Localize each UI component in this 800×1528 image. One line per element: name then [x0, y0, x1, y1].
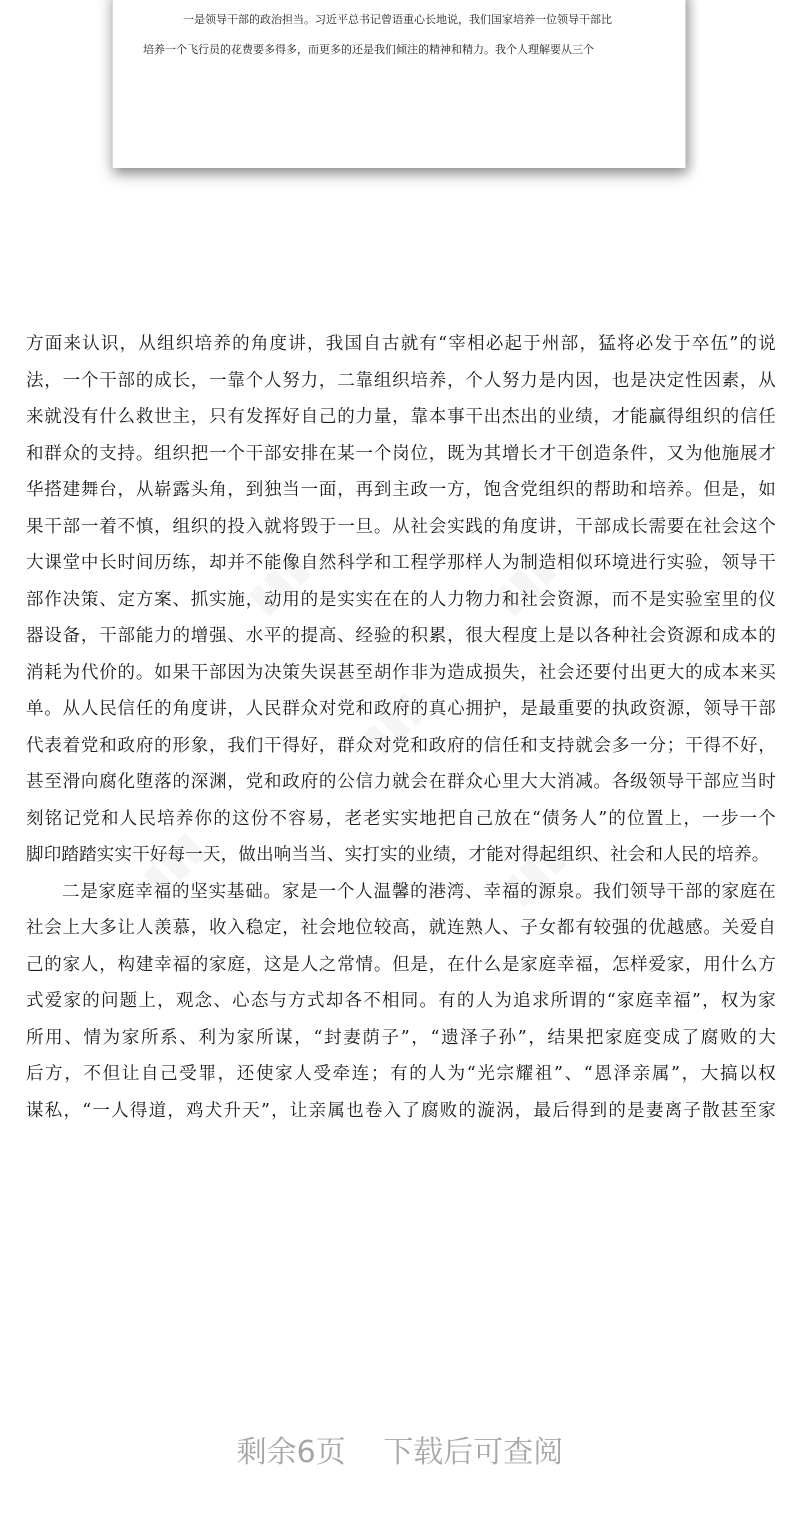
body-text-line: 果干部一着不慎，组织的投入就将毁于一旦。从社会实践的角度讲，干部成长需要在社会这个 [26, 516, 776, 537]
body-text-line: 社会上大多让人羡慕，收入稳定，社会地位较高，就连熟人、子女都有较强的优越感。关爱自 [26, 918, 776, 938]
body-text-line: 己的家人，构建幸福的家庭，这是人之常情。但是，在什么是家庭幸福，怎样爱家，用什么方 [26, 954, 776, 975]
body-text-line: 法，一个干部的成长，一靠个人努力，二靠组织培养，个人努力是内因，也是决定性因素，从 [26, 370, 776, 391]
watermark-mark: ▮▮▮ [483, 543, 563, 623]
body-text-line: 大课堂中长时间历练，却并不能像自然科学和工程学那样人为制造相似环境进行实验，领导干 [26, 553, 776, 573]
watermark-mark: ▮▮▮ [493, 833, 573, 913]
body-text-line: 部作决策、定方案、抓实施，动用的是实实在在的人力物力和社会资源，而不是实验室里的仪 [26, 589, 776, 610]
body-text-line: 来就没有什么救世主，只有发挥好自己的力量，靠本事干出杰出的业绩，才能赢得组织的信任 [26, 407, 776, 427]
body-text-line: 单。从人民信任的角度讲，人民群众对党和政府的真心拥护，是最重要的执政资源，领导干部 [26, 699, 776, 719]
watermark-mark: ▮▮▮ [238, 543, 318, 623]
download-to-view-label[interactable]: 下载后可查阅 [383, 1435, 564, 1470]
watermark-mark: ▮▮▮ [133, 823, 213, 903]
body-text-line: 式爱家的问题上，观念、心态与方式却各不相同。有的人为追求所谓的“家庭幸福”，权为家 [26, 991, 776, 1011]
body-text-line: 谋私，“一人得道，鸡犬升天”，让亲属也卷入了腐败的漩涡，最后得到的是妻离子散甚至家 [26, 1100, 776, 1121]
body-text-line: 甚至滑向腐化堕落的深渊，党和政府的公信力就会在群众心里大大消减。各级领导干部应当时 [26, 772, 776, 792]
body-text-line: 华搭建舞台，从崭露头角，到独当一面，再到主政一方，饱含党组织的帮助和培养。但是，如 [26, 480, 776, 500]
body-text-line: 刻铭记党和人民培养你的这份不容易，老老实实地把自己放在“债务人”的位置上，一步一个 [26, 808, 776, 829]
body-text-line: 器设备，干部能力的增强、水平的提高、经验的积累，很大程度上是以各种社会资源和成本的 [26, 626, 776, 646]
preview-text-line: 一是领导干部的政治担当。习近平总书记曾语重心长地说，我们国家培养一位领导干部比 [183, 13, 612, 26]
body-text-line: 代表着党和政府的形象，我们干得好，群众对党和政府的信任和支持就会多一分；干得不好， [26, 735, 776, 756]
watermark-mark: ▮▮▮ [353, 683, 433, 763]
remaining-pages-banner[interactable] [0, 1428, 800, 1478]
remaining-pages-label: 剩余6页 [236, 1435, 346, 1470]
body-text-line: 方面来认识，从组织培养的角度讲，我国自古就有“宰相必起于州部，猛将必发于卒伍”的说 [26, 334, 776, 354]
page-preview-card [112, 0, 686, 168]
body-text-line: 后方，不但让自己受罪，还使家人受牵连；有的人为“光宗耀祖”、“恩泽亲属”，大搞以权 [26, 1064, 776, 1084]
preview-text-line: 培养一个飞行员的花费要多得多，而更多的还是我们倾注的精神和精力。我个人理解要从三个 [143, 43, 594, 56]
body-text-line: 所用、情为家所系、利为家所谋，“封妻荫子”，“遗泽子孙”，结果把家庭变成了腐败的大 [26, 1027, 776, 1048]
body-text-line: 和群众的支持。组织把一个干部安排在某一个岗位，既为其增长才干创造条件，又为他施展才 [26, 443, 776, 464]
document-body [26, 326, 776, 1129]
body-text-line: 二是家庭幸福的坚实基础。家是一个人温馨的港湾、幸福的源泉。我们领导干部的家庭在 [62, 881, 776, 902]
body-text-line: 消耗为代价的。如果干部因为决策失误甚至胡作非为造成损失，社会还要付出更大的成本来买 [26, 662, 776, 683]
body-text-line: 脚印踏踏实实干好每一天，做出响当当、实打实的业绩，才能对得起组织、社会和人民的培养。 [26, 845, 770, 865]
